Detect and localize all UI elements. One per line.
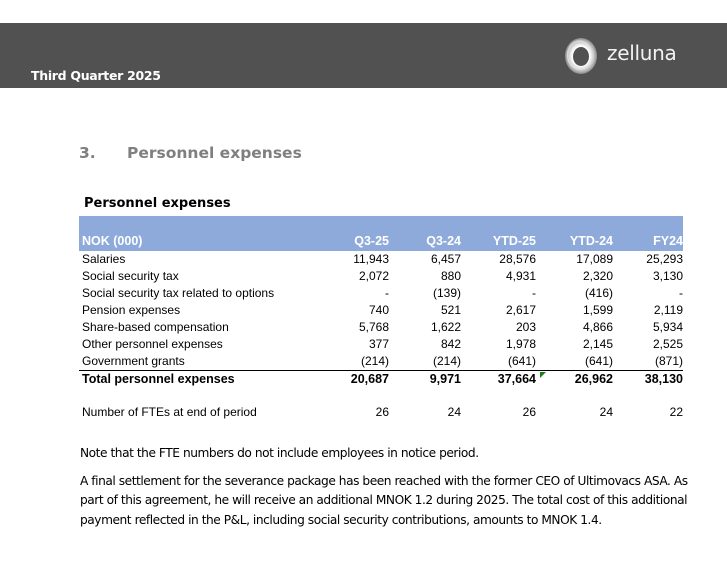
fte-q3-25: 26 (375, 405, 389, 419)
cell-ytd-25: - (532, 286, 536, 300)
cell-q3-25: (214) (360, 354, 389, 368)
cell-q3-24: 842 (440, 337, 461, 351)
cell-ytd-25: 203 (515, 320, 536, 334)
total-ytd-25-cell (461, 371, 536, 389)
fte-ytd-24: 24 (599, 405, 613, 419)
table-row-other-personnel-expenses (79, 336, 683, 353)
brand-logo (563, 36, 676, 76)
table-title: Personnel expenses (84, 196, 231, 211)
cell-q3-25: 377 (368, 337, 389, 351)
cell-q3-25: 5,768 (358, 320, 389, 334)
table-row-fte (79, 404, 683, 421)
table-row-social-security-tax (79, 268, 683, 285)
notes-section (80, 444, 700, 538)
cell-ytd-24: (416) (584, 286, 613, 300)
row-label: Other personnel expenses (82, 337, 223, 351)
cell-q3-25: 740 (368, 303, 389, 317)
cell-ytd-25: 4,931 (505, 269, 536, 283)
total-fy24: 38,130 (613, 371, 683, 389)
column-header-ytd-25: YTD-25 (492, 234, 536, 248)
table-header-row (79, 216, 683, 251)
fte-ytd-25: 26 (522, 405, 536, 419)
cell-q3-24: 880 (440, 269, 461, 283)
cell-fy24: - (679, 286, 683, 300)
cell-q3-25: 11,943 (353, 252, 389, 266)
cell-fy24: (871) (654, 354, 683, 368)
column-header-unit: NOK (000) (82, 234, 143, 248)
table-row-social-security-tax-options (79, 285, 683, 302)
table-row-pension-expenses (79, 302, 683, 319)
cell-ytd-24: 17,089 (576, 252, 613, 266)
cell-q3-24: 1,622 (430, 320, 461, 334)
column-header-fy24: FY24 (653, 234, 683, 248)
cell-ytd-25: (641) (507, 354, 536, 368)
section-heading (79, 144, 302, 162)
section-number: 3. (79, 144, 96, 162)
personnel-expenses-table (79, 216, 683, 421)
cell-fy24: 2,525 (652, 337, 683, 351)
cell-ytd-24: 2,145 (582, 337, 613, 351)
cell-comment-flag-icon (540, 372, 546, 378)
fte-label: Number of FTEs at end of period (82, 405, 257, 419)
brand-name: zelluna (607, 41, 677, 65)
cell-q3-25: - (385, 286, 389, 300)
note-paragraph-severance: A final settlement for the severance package has been reached with the former CEO of Ultimovacs ASA. As part of this agreement, he will receive an additional MNOK 1.2 during 2025. The total cost of this additional payment reflected in the P&L, including social security contributions, amounts to MNOK 1.4. (80, 473, 688, 527)
column-header-q3-25: Q3-25 (354, 234, 389, 248)
cell-q3-24: (214) (432, 354, 461, 368)
cell-fy24: 3,130 (652, 269, 683, 283)
cell-ytd-25: 28,576 (499, 252, 536, 266)
row-label: Pension expenses (82, 303, 181, 317)
cell-fy24: 2,119 (653, 303, 683, 317)
cell-q3-24: 6,457 (430, 252, 461, 266)
cell-ytd-25: 2,617 (505, 303, 536, 317)
cell-fy24: 25,293 (646, 252, 683, 266)
ring-logo-icon (563, 36, 599, 76)
cell-fy24: 5,934 (652, 320, 683, 334)
cell-ytd-24: 2,320 (582, 269, 613, 283)
table-spacer-row (79, 388, 683, 404)
table-row-share-based-compensation (79, 319, 683, 336)
total-label: Total personnel expenses (79, 371, 335, 389)
row-label: Government grants (82, 354, 185, 368)
column-header-ytd-24: YTD-24 (569, 234, 613, 248)
table-row-total (79, 371, 683, 389)
table-row-government-grants (79, 353, 683, 371)
cell-ytd-24: 1,599 (582, 303, 613, 317)
fte-q3-24: 24 (447, 405, 461, 419)
row-label: Share-based compensation (82, 320, 229, 334)
total-q3-24: 9,971 (389, 371, 461, 389)
report-header-bar (0, 23, 727, 88)
note-paragraph-fte: Note that the FTE numbers do not include employees in notice period. (80, 446, 479, 460)
cell-ytd-24: (641) (584, 354, 613, 368)
table-row-salaries (79, 251, 683, 268)
total-q3-25: 20,687 (335, 371, 389, 389)
cell-q3-25: 2,072 (358, 269, 389, 283)
cell-q3-24: 521 (440, 303, 461, 317)
fte-fy24: 22 (669, 405, 683, 419)
cell-ytd-24: 4,866 (582, 320, 613, 334)
report-period-label: Third Quarter 2025 (31, 68, 161, 83)
section-title: Personnel expenses (127, 144, 302, 162)
total-ytd-25: 37,664 (497, 372, 536, 386)
cell-ytd-25: 1,978 (505, 337, 536, 351)
row-label: Social security tax related to options (82, 286, 275, 300)
total-ytd-24: 26,962 (536, 371, 613, 389)
cell-q3-24: (139) (432, 286, 461, 300)
row-label: Salaries (82, 252, 126, 266)
row-label: Social security tax (82, 269, 179, 283)
column-header-q3-24: Q3-24 (426, 234, 461, 248)
